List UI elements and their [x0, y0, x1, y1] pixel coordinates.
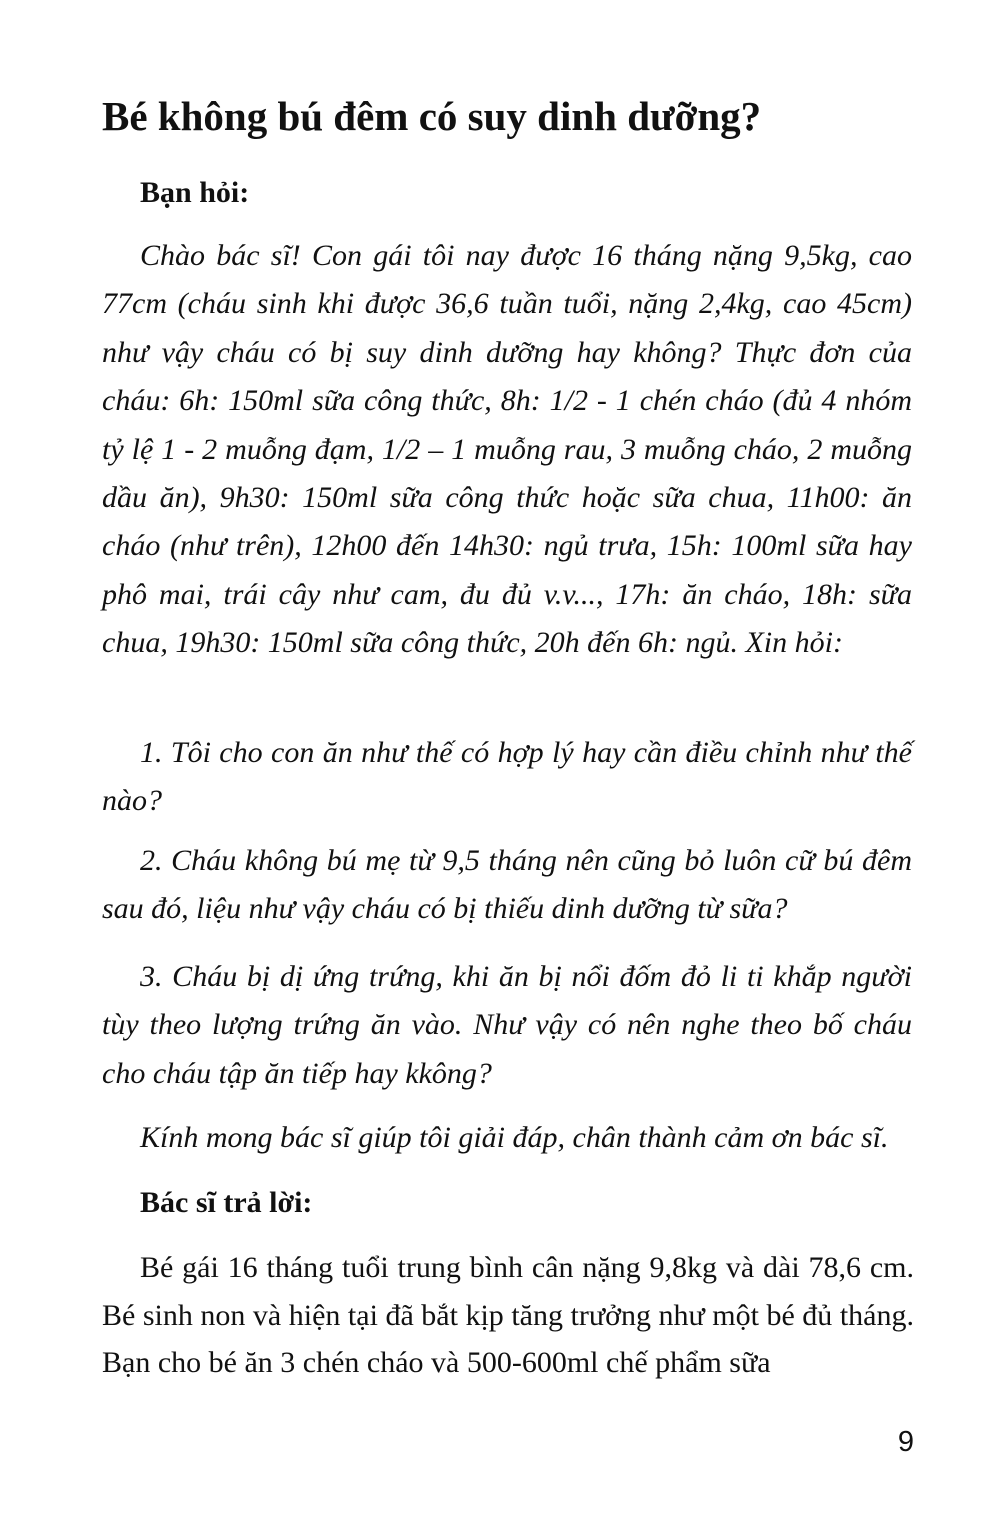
- question-paragraph-closing: Kính mong bác sĩ giúp tôi giải đáp, chân thành cảm ơn bác sĩ.: [140, 1121, 889, 1154]
- question-paragraph-2: 2. Cháu không bú mẹ từ 9,5 tháng nên cũng bỏ luôn cữ bú đêm sau đó, liệu như vậy cháu có bị thiếu dinh dưỡng từ sữa?: [102, 844, 912, 926]
- question-paragraph-3: 3. Cháu bị dị ứng trứng, khi ăn bị nổi đốm đỏ li ti khắp người tùy theo lượng trứng ăn vào. Như vậy có nên nghe theo bố cháu cho cháu tập ăn tiếp hay kkông?: [102, 960, 912, 1090]
- question-heading: Bạn hỏi:: [140, 176, 250, 209]
- article-title: Bé không bú đêm có suy dinh dưỡng?: [102, 93, 762, 139]
- answer-heading: Bác sĩ trả lời:: [140, 1186, 313, 1219]
- question-paragraph-1: 1. Tôi cho con ăn như thế có hợp lý hay cần điều chỉnh như thế nào?: [102, 736, 912, 818]
- answer-paragraph: Bé gái 16 tháng tuổi trung bình cân nặng 9,8kg và dài 78,6 cm. Bé sinh non và hiện tại đã bắt kịp tăng trưởng như một bé đủ tháng. Bạn cho bé ăn 3 chén cháo và 500-600ml chế phẩm sữa: [102, 1251, 914, 1379]
- question-paragraph-intro: Chào bác sĩ! Con gái tôi nay được 16 tháng nặng 9,5kg, cao 77cm (cháu sinh khi được 36,6 tuần tuổi, nặng 2,4kg, cao 45cm) như vậy cháu có bị suy dinh dưỡng hay không? Thực đơn của cháu: 6h: 150ml sữa công thức, 8h: 1/2 - 1 chén cháo (đủ 4 nhóm tỷ lệ 1 - 2 muỗng đạm, 1/2 – 1 muỗng rau, 3 muỗng cháo, 2 muỗng dầu ăn), 9h30: 150ml sữa công thức hoặc sữa chua, 11h00: ăn cháo (như trên), 12h00 đến 14h30: ngủ trưa, 15h: 100ml sữa hay phô mai, trái cây như cam, đu đủ v.v..., 17h: ăn cháo, 18h: sữa chua, 19h30: 150ml sữa công thức, 20h đến 6h: ngủ. Xin hỏi:: [102, 239, 912, 660]
- page-number: 9: [897, 1426, 914, 1458]
